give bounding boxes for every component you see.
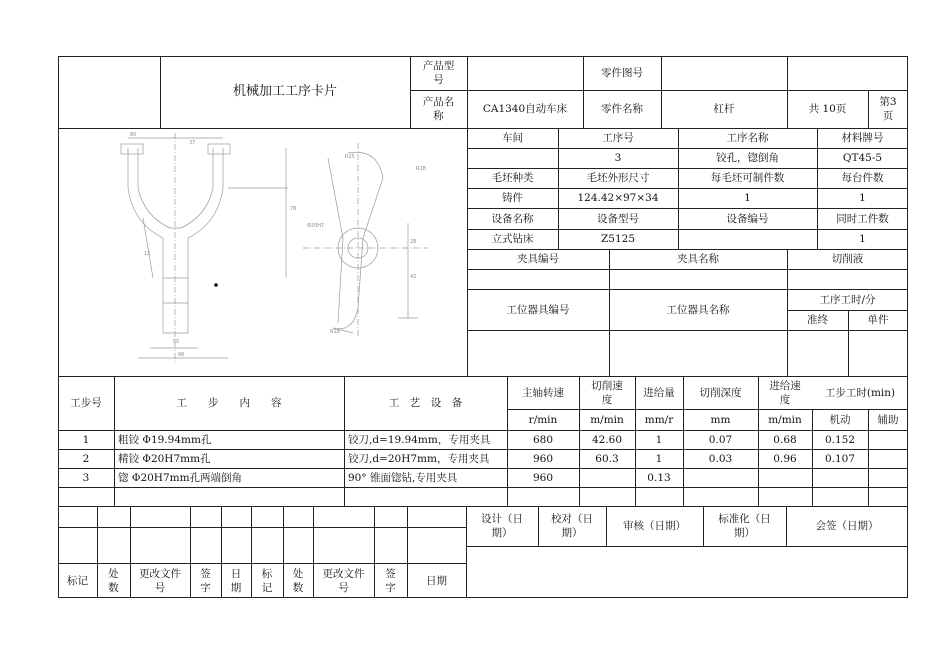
revision-place2-label: 处 数 (292, 567, 304, 594)
table-row-2-no: 2 (82, 452, 90, 465)
table-row-3-equipment: 90° 锥面锪钻,专用夹具 (348, 471, 458, 484)
dim-radius-bottom: R18 (330, 329, 340, 335)
table-row-1-no: 1 (82, 433, 90, 446)
part-name-value: 杠杆 (713, 103, 735, 115)
dim-top-center: 37 (189, 140, 196, 146)
table-row-3-feed: 0.13 (647, 471, 671, 484)
table-row-3-no: 3 (82, 471, 90, 484)
per-blank-value: 1 (744, 192, 751, 204)
table-row-2-spindle: 960 (532, 452, 554, 465)
spindle-speed-header: 主轴转速 (522, 386, 564, 399)
part-name-label: 零件名称 (601, 103, 643, 115)
standardize-signoff: 标准化（日 期） (718, 513, 771, 539)
revision-mark-label: 标记 (67, 574, 88, 587)
revision-date2-label: 日期 (426, 574, 447, 587)
product-name-label: 产品名 称 (422, 96, 455, 122)
equip-name-label: 设备名称 (491, 212, 534, 225)
page-number: 第3 页 (879, 96, 897, 122)
operation-time-label: 工序工时/分 (819, 293, 876, 306)
equipment-header: 工 艺 设 备 (388, 397, 463, 409)
part-drawing-no-label: 零件图号 (601, 67, 643, 79)
table-row-1-spindle: 680 (532, 433, 554, 446)
unit-spindle: r/min (528, 413, 558, 426)
table-row-1-depth: 0.07 (708, 433, 733, 446)
operation-name-value: 铰孔，锪倒角 (716, 152, 779, 164)
revision-doc2-label: 更改文件 号 (322, 567, 365, 594)
table-row-1-cut-speed: 42.60 (591, 433, 623, 446)
table-row-3-content: 锪 Φ20H7mm孔两端倒角 (118, 471, 243, 484)
material-label: 材料牌号 (841, 132, 884, 144)
revision-doc-label: 更改文件 号 (139, 567, 181, 594)
part-drawing (58, 128, 467, 376)
unit-feed: mm/r (644, 413, 674, 426)
equip-name-value: 立式钻床 (491, 233, 534, 245)
feed-header: 进给量 (643, 386, 675, 399)
equip-model-label: 设备型号 (597, 212, 639, 225)
table-row-2-feed-speed: 0.96 (773, 452, 797, 465)
table-row-1-feed-speed: 0.68 (773, 433, 797, 446)
product-model-value (467, 56, 583, 90)
cutting-speed-header: 切削速 度 (591, 379, 623, 406)
workshop-label: 车间 (502, 132, 523, 144)
dim-bore: Φ20H7 (307, 223, 325, 229)
table-row-3-machine (812, 468, 868, 487)
station-tool-name-label: 工位器具名称 (666, 303, 730, 316)
prep-end-label: 准终 (807, 314, 828, 326)
coolant-label: 切削液 (831, 253, 864, 265)
dim-radius-upper: R25 (345, 154, 355, 160)
table-row-3-spindle: 960 (532, 471, 554, 484)
table-row-3-depth (683, 468, 758, 487)
table-row-2-content: 精铰 Φ20H7mm孔 (118, 452, 211, 465)
dim-bottom-inner: 50 (173, 339, 180, 345)
review-signoff: 审核（日期） (623, 520, 686, 532)
station-tool-no-label: 工位器具编号 (506, 303, 570, 316)
equip-no-value (678, 229, 817, 249)
dim-bottom-outer: 96 (178, 352, 185, 358)
revision-place-label: 处 数 (108, 567, 119, 594)
product-model-label: 产品型 号 (422, 60, 455, 86)
operation-name-label: 工序名称 (726, 132, 769, 144)
dim-left: 12 (144, 251, 151, 257)
table-row-3-cut-speed (579, 468, 635, 487)
simultaneous-label: 同时工件数 (836, 212, 889, 225)
table-row-1-machine: 0.152 (824, 433, 856, 446)
operation-no-label: 工序号 (602, 132, 634, 144)
unit-depth: mm (710, 413, 731, 426)
revision-sign2-label: 签 字 (385, 567, 396, 594)
unit-time-label: 单件 (867, 314, 889, 326)
equip-model-value: Z5125 (600, 233, 636, 245)
blank-size-label: 毛坯外形尺寸 (586, 172, 650, 184)
table-row-1-equipment: 铰刀,d=19.94mm，专用夹具 (348, 433, 491, 446)
blank-size-value: 124.42×97×34 (577, 192, 659, 204)
countersign-signoff: 会签（日期） (815, 520, 879, 532)
table-row-1-content: 粗铰 Φ19.94mm孔 (118, 433, 212, 446)
table-row-2-depth: 0.03 (708, 452, 733, 465)
fixture-name-label: 夹具名称 (677, 253, 719, 265)
revision-mark2-label: 标 记 (261, 567, 273, 594)
simultaneous-value: 1 (859, 233, 866, 245)
per-blank-label: 每毛坯可制件数 (710, 172, 785, 184)
equip-no-label: 设备编号 (726, 212, 769, 225)
operation-no-value: 3 (614, 152, 622, 164)
revision-sign-label: 签 字 (200, 567, 211, 594)
machine-time-label: 机动 (829, 413, 851, 426)
aux-time-label: 辅助 (877, 413, 899, 426)
check-signoff: 校对（日 期） (551, 513, 593, 539)
part-drawing-no-value (661, 56, 787, 90)
table-row-3-feed-speed (758, 468, 812, 487)
table-row-2-equipment: 铰刀,d=20H7mm，专用夹具 (348, 452, 490, 465)
material-value: QT45-5 (842, 152, 883, 164)
table-row-2-machine: 0.107 (824, 452, 856, 465)
design-signoff: 设计（日 期） (481, 513, 523, 539)
blank-type-label: 毛坯种类 (491, 172, 534, 184)
step-time-header: 工步工时(min) (824, 386, 896, 399)
dim-radius-top: R28 (416, 166, 426, 172)
product-name-value: CA1340自动车床 (482, 103, 568, 115)
unit-cut: m/min (590, 413, 624, 426)
step-content-header: 工 步 内 容 (176, 397, 282, 409)
dim-height: 42 (410, 274, 417, 280)
dim-right: 78 (290, 206, 297, 212)
card-title: 机械加工工序卡片 (232, 84, 337, 99)
per-machine-label: 每台件数 (841, 172, 884, 184)
per-machine-value: 1 (859, 192, 866, 204)
table-row-2-cut-speed: 60.3 (595, 452, 619, 465)
total-pages: 共 10页 (808, 103, 847, 115)
table-row-2-feed: 1 (655, 452, 663, 465)
step-no-header: 工步号 (70, 397, 102, 409)
dim-offset: 28 (410, 239, 417, 245)
revision-date-label: 日 期 (230, 567, 242, 594)
unit-feed-speed: m/min (768, 413, 802, 426)
fixture-no-label: 夹具编号 (517, 253, 559, 265)
blank-type-value: 铸件 (502, 192, 523, 204)
table-row-1-feed: 1 (655, 433, 663, 446)
workshop-value (467, 148, 558, 168)
depth-header: 切削深度 (699, 386, 742, 399)
feed-speed-header: 进给速 度 (769, 379, 801, 406)
dim-top-left: 80 (130, 132, 137, 138)
